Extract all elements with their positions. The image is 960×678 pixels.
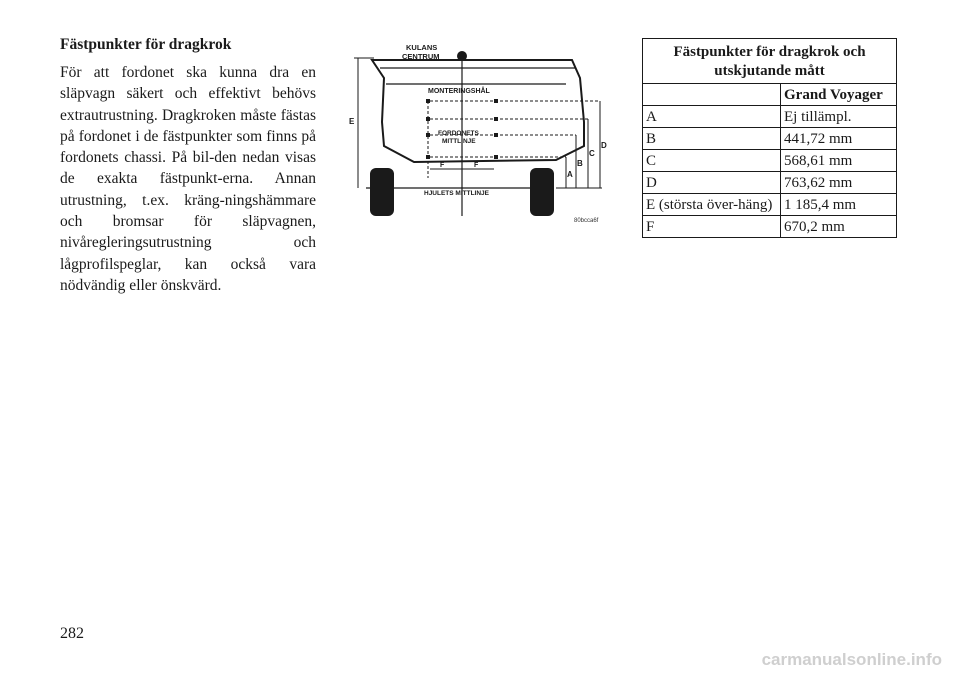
row-key: A [643,106,781,128]
bumper-lines [380,68,576,84]
diagram-code: 80bcca6f [574,218,599,224]
table-row [643,128,897,150]
table-header-row [643,84,897,106]
hitch-diagram-svg [344,38,612,224]
dimension-a-label: A [567,170,573,179]
dimension-d-label: D [601,141,607,150]
table-row [643,106,897,128]
section-heading: Fästpunkter för dragkrok [60,36,232,53]
table-title: Fästpunkter för dragkrok och utskjutande mått [642,38,897,83]
ball-center-label-2: CENTRUM [402,52,440,61]
page-number: 282 [60,625,84,642]
dimension-e-label: E [349,117,355,126]
table-row [643,172,897,194]
row-key: F [643,216,781,238]
dimension-c-label: C [589,149,595,158]
column-header: Grand Voyager [781,84,897,106]
table-row [643,216,897,238]
row-value: Ej tillämpl. [781,106,897,128]
table-row [643,150,897,172]
hitch-diagram [344,38,612,224]
left-tire [370,168,394,216]
f-label-left: F [440,162,445,169]
f-label-right: F [474,162,479,169]
vehicle-body-outline [372,60,584,162]
vehicle-centerline-label-1: FORDONETS [438,130,479,137]
row-value: 763,62 mm [781,172,897,194]
ball-center-label-1: KULANS [406,43,438,52]
row-key: C [643,150,781,172]
wheel-centerline-label: HJULETS MITTLINJE [424,190,490,197]
row-value: 568,61 mm [781,150,897,172]
ball-center-marker [457,51,467,61]
right-tire [530,168,554,216]
hitch-spec-table [642,38,897,238]
watermark: carmanualsonline.info [761,650,942,669]
header-empty-cell [643,84,781,106]
row-value: 670,2 mm [781,216,897,238]
row-key: E (största över-häng) [643,194,781,216]
vehicle-centerline-label-2: MITTLINJE [442,138,476,145]
mounting-holes-label: MONTERINGSHÅL [428,88,490,95]
section-body: För att fordonet ska kunna dra en släpvagn säkert och effektivt behövs extrautrustning. Dragkroken måste fästas på fordonet i de fästpunkter som finns på fordonets chassi. På bil-den nedan visas de exakta fästpunkt-erna. Annan utrustning, t.ex. kräng-ningshämmare och bromsar för släpvagnen, nivåregleringsutrustning och lågprofilspeglar, kan också vara nödvändig eller önskvärd. [60,64,316,294]
dimension-b-label: B [577,159,583,168]
row-value: 441,72 mm [781,128,897,150]
right-dimension-lines [556,101,602,188]
table-row [643,194,897,216]
row-key: D [643,172,781,194]
row-key: B [643,128,781,150]
row-value: 1 185,4 mm [781,194,897,216]
